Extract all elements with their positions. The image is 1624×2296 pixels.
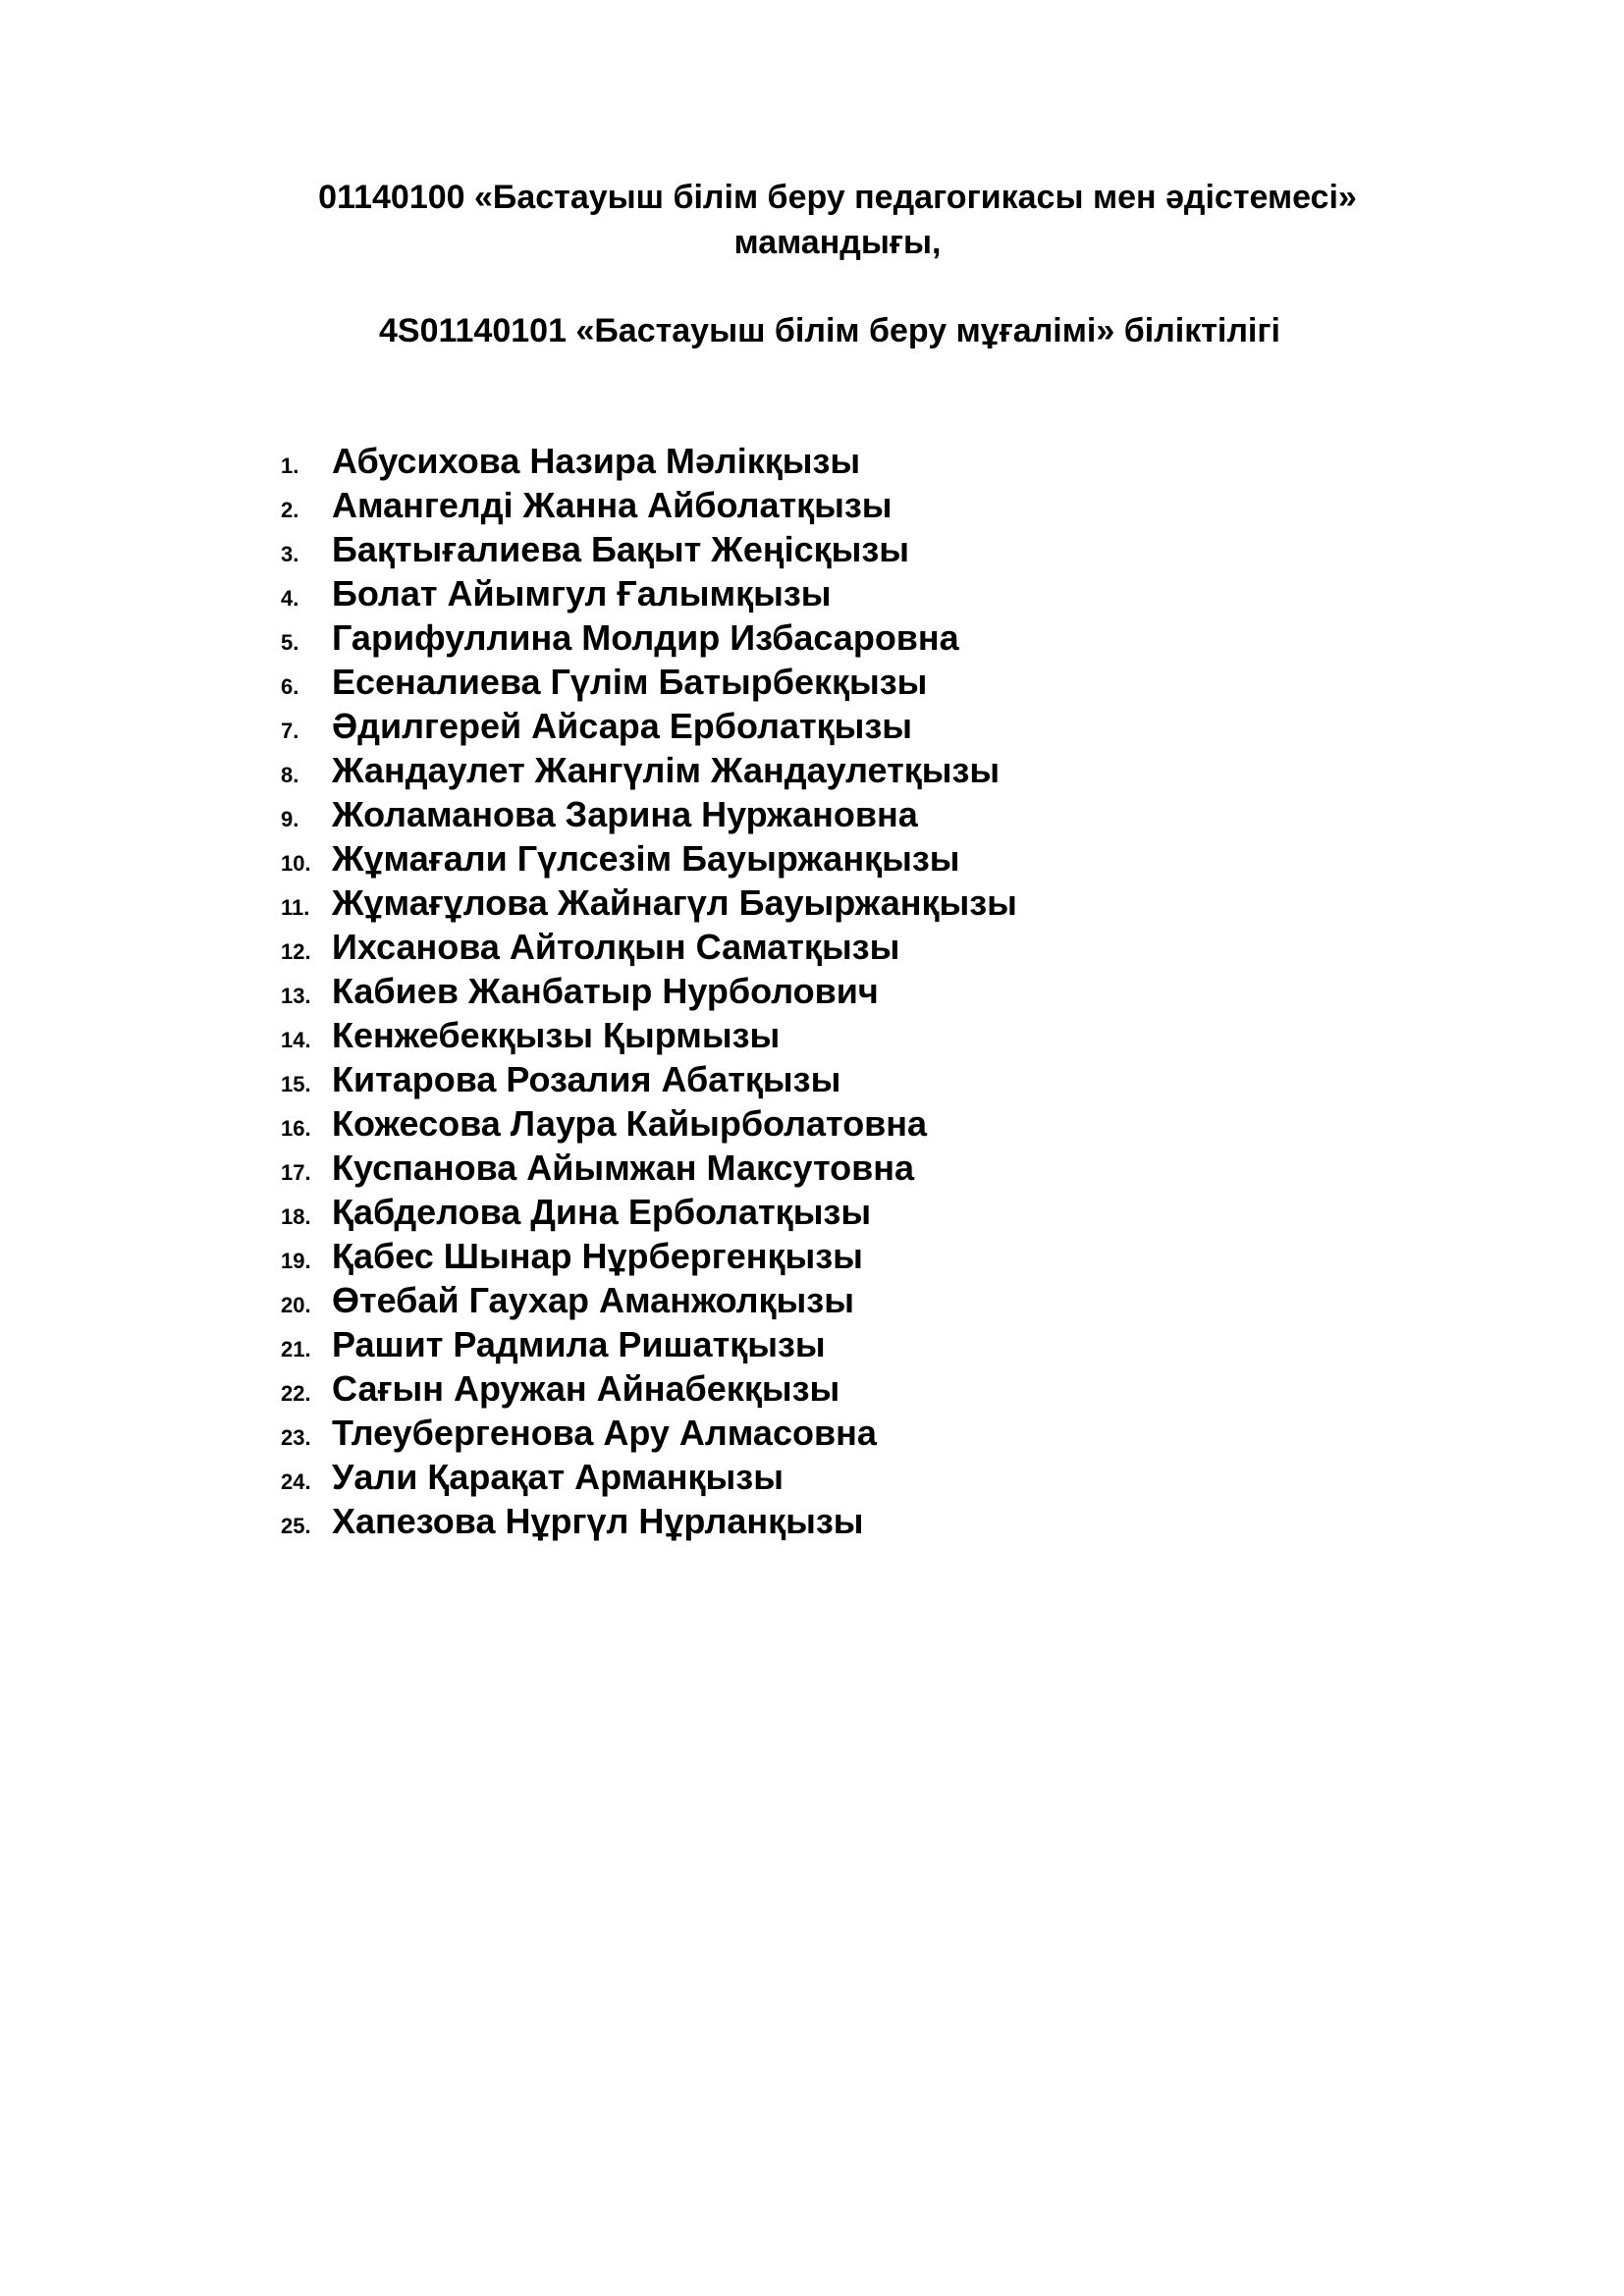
- student-name: Қабделова Дина Ерболатқызы: [332, 1192, 872, 1232]
- item-number: 14.: [281, 1028, 311, 1052]
- student-list: [281, 439, 1017, 1543]
- list-item: [281, 439, 1017, 483]
- student-name: Өтебай Гаухар Аманжолқызы: [332, 1280, 854, 1320]
- student-name: Куспанова Айымжан Максутовна: [332, 1148, 915, 1188]
- specialty-title-continuation: мамандығы,: [733, 224, 942, 261]
- item-number: 21.: [281, 1337, 311, 1362]
- student-name: Болат Айымгул Ғалымқызы: [332, 573, 832, 614]
- student-name: Қабес Шынар Нұрбергенқызы: [332, 1236, 863, 1276]
- list-item: [281, 748, 1017, 792]
- item-number: 24.: [281, 1469, 311, 1494]
- student-name: Амангелді Жанна Айболатқызы: [332, 485, 893, 525]
- student-name: Хапезова Нұргүл Нұрланқызы: [332, 1501, 864, 1541]
- student-name: Китарова Розалия Абатқызы: [332, 1059, 841, 1099]
- list-item: [281, 1322, 1017, 1366]
- list-item: [281, 660, 1017, 704]
- item-number: 3.: [281, 542, 299, 566]
- student-name: Сағын Аружан Айнабекқызы: [332, 1368, 840, 1409]
- item-number: 18.: [281, 1204, 311, 1229]
- list-item: [281, 1411, 1017, 1455]
- student-name: Бақтығалиева Бақыт Жеңісқызы: [332, 529, 910, 569]
- item-number: 17.: [281, 1160, 311, 1185]
- student-name: Гарифуллина Молдир Избасаровна: [332, 617, 959, 658]
- list-item: [281, 1101, 1017, 1146]
- list-item: [281, 1146, 1017, 1190]
- student-name: Абусихова Назира Мәлікқызы: [332, 441, 861, 481]
- item-number: 15.: [281, 1072, 311, 1096]
- student-name: Уали Қарақат Арманқызы: [332, 1457, 784, 1497]
- student-name: Кенжебекқызы Қырмызы: [332, 1015, 781, 1055]
- list-item: [281, 527, 1017, 571]
- item-number: 1.: [281, 454, 299, 478]
- student-name: Жұмағұлова Жайнагүл Бауыржанқызы: [332, 882, 1017, 923]
- item-number: 23.: [281, 1425, 311, 1450]
- item-number: 10.: [281, 851, 311, 876]
- item-number: 5.: [281, 630, 299, 655]
- item-number: 11.: [281, 895, 310, 920]
- list-item: [281, 836, 1017, 881]
- item-number: 16.: [281, 1116, 311, 1141]
- item-number: 7.: [281, 719, 299, 743]
- item-number: 13.: [281, 984, 311, 1008]
- list-item: [281, 483, 1017, 527]
- student-name: Жандаулет Жангүлім Жандаулетқызы: [332, 750, 1001, 790]
- item-number: 8.: [281, 763, 299, 787]
- list-item: [281, 1278, 1017, 1322]
- list-item: [281, 1366, 1017, 1411]
- student-name: Есеналиева Гүлім Батырбекқызы: [332, 662, 928, 702]
- list-item: [281, 881, 1017, 925]
- list-item: [281, 571, 1017, 615]
- student-name: Рашит Радмила Ришатқызы: [332, 1324, 826, 1364]
- student-name: Тлеубергенова Ару Алмасовна: [332, 1413, 877, 1453]
- item-number: 9.: [281, 807, 299, 831]
- list-item: [281, 792, 1017, 836]
- item-number: 4.: [281, 586, 299, 611]
- list-item: [281, 1057, 1017, 1101]
- item-number: 6.: [281, 674, 299, 699]
- student-name: Жоламанова Зарина Нуржановна: [332, 794, 918, 834]
- student-name: Әдилгерей Айсара Ерболатқызы: [332, 706, 913, 746]
- student-name: Кабиев Жанбатыр Нурболович: [332, 971, 879, 1011]
- list-item: [281, 1190, 1017, 1234]
- item-number: 25.: [281, 1514, 311, 1538]
- list-item: [281, 1499, 1017, 1543]
- item-number: 19.: [281, 1249, 311, 1273]
- item-number: 22.: [281, 1381, 311, 1406]
- item-number: 2.: [281, 498, 299, 522]
- list-item: [281, 925, 1017, 969]
- student-name: Жұмағали Гүлсезім Бауыржанқызы: [332, 838, 960, 879]
- list-item: [281, 1234, 1017, 1278]
- list-item: [281, 1013, 1017, 1057]
- item-number: 20.: [281, 1293, 311, 1317]
- list-item: [281, 704, 1017, 748]
- list-item: [281, 1455, 1017, 1499]
- item-number: 12.: [281, 939, 311, 964]
- list-item: [281, 615, 1017, 660]
- qualification-title: 4S01140101 «Бастауыш білім беру мұғалімі» біліктілігі: [379, 312, 1280, 349]
- specialty-title: 01140100 «Бастауыш білім беру педагогикасы мен әдістемесі»: [318, 179, 1357, 216]
- student-name: Кожесова Лаура Кайырболатовна: [332, 1103, 928, 1144]
- student-name: Ихсанова Айтолқын Саматқызы: [332, 927, 900, 967]
- list-item: [281, 969, 1017, 1013]
